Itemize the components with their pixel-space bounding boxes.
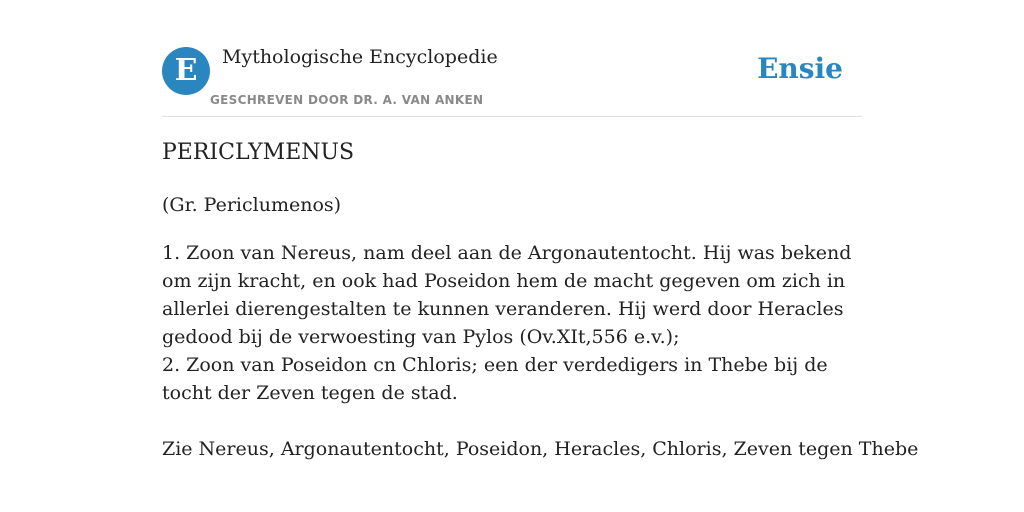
page-container bbox=[162, 0, 919, 460]
page-header bbox=[162, 0, 862, 117]
entry-paragraph-2: 2. Zoon van Poseidon cn Chloris; een der verdedigers in Thebe bij de tocht der Zeven tegen de stad. bbox=[162, 354, 828, 404]
encyclopedia-title[interactable]: Mythologische Encyclopedie bbox=[222, 46, 498, 68]
entry-body bbox=[162, 239, 862, 407]
entry-paragraph-1: 1. Zoon van Nereus, nam deel aan de Argonautentocht. Hij was bekend om zijn kracht, en ook had Poseidon hem de macht gegeven om zich in allerlei dierengestalten te kunnen veranderen. Hij werd door Heracles gedood bij de verwoesting van Pylos (Ov.XIt,556 e.v.); bbox=[162, 242, 852, 348]
encyclopedia-logo[interactable]: E bbox=[162, 47, 210, 95]
entry-subtitle: (Gr. Periclumenos) bbox=[162, 194, 342, 216]
author-byline: GESCHREVEN DOOR DR. A. VAN ANKEN bbox=[210, 93, 484, 107]
see-also-line: Zie Nereus, Argonautentocht, Poseidon, Heracles, Chloris, Zeven tegen Thebe bbox=[162, 438, 919, 460]
entry-title: PERICLYMENUS bbox=[162, 140, 355, 165]
ensie-brand-logo[interactable]: Ensie bbox=[757, 52, 843, 85]
